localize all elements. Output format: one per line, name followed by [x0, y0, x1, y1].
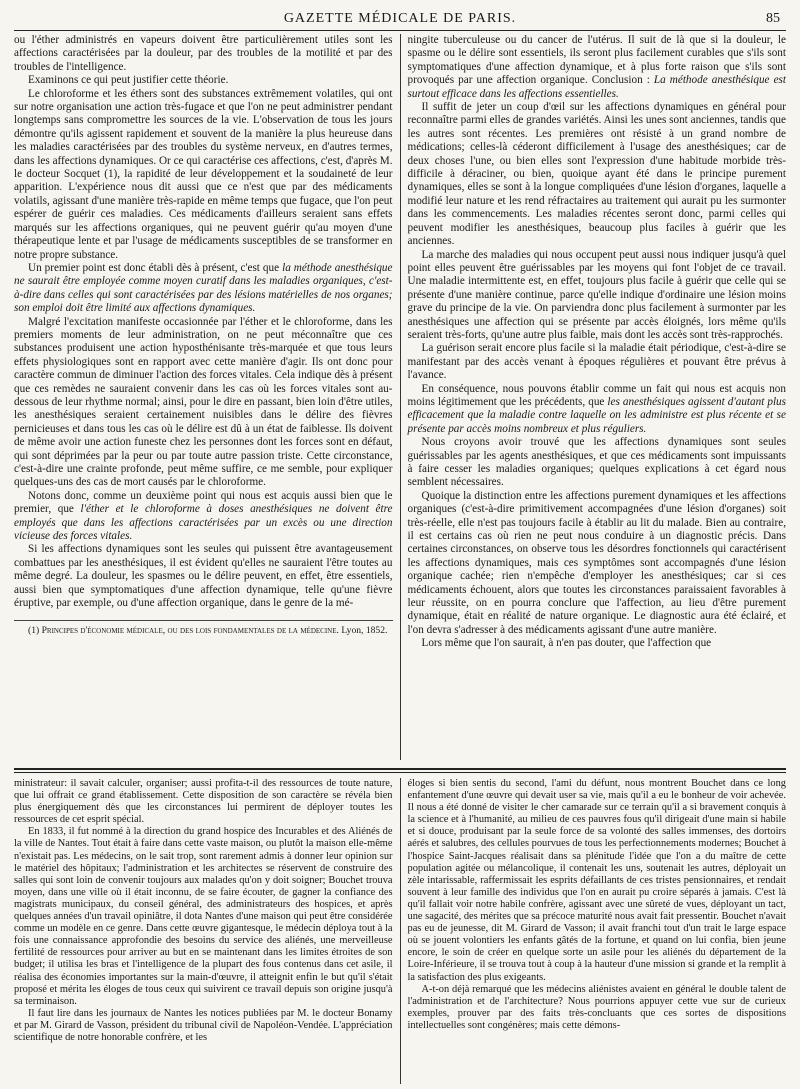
paragraph: Quoique la distinction entre les affections purement dynamiques et les affections organiques (c'est-à-dire primitivement accompagnées d'une lésion d'organes) soit très-réelle, elle n'est pas toujours facile à établir au lit du malade. Bien au contraire, il est certains cas où rien ne peut nous conduire à un diagnostic précis. Dans certaines circonstances, on observe tous les désordres fonctionnels qui caractérisent les affections dynamiques, mais ces symptômes sont accompagnés d'une lésion organique cachée; rien n'empêche d'employer les anesthésiques; car si ces médicaments échouent, alors que toutes les circonstances paraissaient favorables à leur réussite, on en pourra conclure que l'affection, au lieu d'être purement dynamique, était en réalité de nature organique. Le diagnostic aura été éclairé, et l'on devra s'adresser à des médicaments agissant d'une autre manière. — [407, 489, 786, 636]
left-column — [14, 34, 401, 760]
italic-thesis: la méthode anesthésique ne saurait être employée comme moyen curatif dans les maladies organiques, c'est-à-dire dans celles qui sont caractérisées par des lésions matérielles de nos organes; son emploi doit être limité aux affections dynamiques. — [14, 261, 393, 315]
paragraph: Examinons ce qui peut justifier cette théorie. — [28, 74, 229, 87]
lower-right-column — [401, 778, 787, 1084]
page-header — [14, 8, 786, 31]
section-divider — [14, 768, 786, 773]
italic-thesis: l'éther et le chloroforme à doses anesthésiques ne doivent être employés que dans les affections caractérisées par un excès ou une direction vicieuse des forces vitales. — [14, 503, 393, 543]
paragraph: ministrateur: il savait calculer, organiser; aussi profita-t-il des ressources de toute nature, que lui offrait ce grand établissement. Cette disposition de son caractère se révéla bien plus énergiquement dès que les circonstances lui permirent de déployer toutes les ressources de cet esprit spécial. — [14, 778, 393, 826]
paragraph: Il suffit de jeter un coup d'œil sur les affections dynamiques en général pour reconnaître parmi elles de grandes variétés. Ainsi les unes sont anciennes, tandis que les autres sont récentes. Les premières ont résisté à un grand nombre de médications; celles-là céderont difficilement à l'usage des anesthésiques; car de deux choses l'une, ou bien elles sont l'expression d'une habitude morbide très-difficile à déraciner, ou bien, quoique ayant été dans le principe purement dynamiques, elles se sont à la longue compliquées d'une lésion d'organes, laquelle a modifié leur nature et les rend réfractaires au traitement qui aurait pu les surmonter dans les commencements. Les maladies récentes seront donc, parmi celles qui peuvent modifier les anesthésiques, beaucoup plus faciles à guérir que les anciennes. — [407, 101, 786, 248]
article-upper — [14, 34, 786, 760]
paragraph: En 1833, il fut nommé à la direction du grand hospice des Incurables et des Aliénés de la ville de Nantes. Tout était à faire dans cette vaste maison, ou plutôt la maison elle-même n'existait pas. Les médecins, on le sait trop, sont rarement admis à donner leur opinion sur le matériel des hôpitaux; l'administration et les architectes se réservent de construire des salles qui sont loin de convenir toujours aux malades qu'on y doit soigner; Bouchet trouva moyen, dans une ville où il était inconnu, de se faire écouter, de gagner la confiance des magistrats municipaux, du conseil général, des administrateurs des hospices, et après quelques années d'un travail opiniâtre, il dota Nantes d'une maison qui peut être considérée comme un modèle en ce genre. Dans cette œuvre gigantesque, le médecin déploya tout à la fois une connaissance approfondie des besoins du service des aliénés, une merveilleuse fertilité de ressources pour arriver au but en se maintenant dans les limites étroites de son budget; il utilisa les bras et l'intelligence de la plupart des fous contenus dans cet asile, il réalisa des économies importantes sur la main-d'œuvre, il atteignit enfin le but qu'il s'était proposé et mérita les éloges de tous ceux qui suivirent ce travail depuis son origine jusqu'à sa terminaison. — [14, 826, 393, 1007]
footnote-title: (1) Principes d'économie médicale, ou des lois fondamentales de la médecine. — [28, 625, 339, 637]
paragraph — [408, 383, 787, 437]
paragraph: Lors même que l'on saurait, à n'en pas douter, que l'affection que — [421, 637, 712, 650]
lower-left-column — [14, 778, 401, 1084]
paragraph — [408, 34, 787, 101]
paragraph: Nous croyons avoir trouvé que les affections dynamiques sont seules guérissables par les agents anesthésiques, et que ces médicaments sont impuissants à faire cesser les maladies organiques; quelques explications à cet égard nous semblent nécessaires. — [407, 436, 786, 489]
paragraph: Si les affections dynamiques sont les seules qui puissent être avantageusement combattues par les anesthésiques, il est évident qu'elles ne sauraient l'être toutes au même degré. La douleur, les spasmes ou le délire peuvent, en effet, être essentiels, aussi bien que symptomatiques d'une affection dynamique, telle qu'une fièvre éruptive, par exemple, ou d'une affection organique, dans le genre de la mé- — [14, 543, 393, 610]
paragraph — [14, 262, 393, 316]
paragraph — [14, 490, 393, 544]
paragraph: Malgré l'excitation manifeste occasionnée par l'éther et le chloroforme, dans les premiers moments de leur administration, on ne peut méconnaître que ces substances produisent une action hyposthénisante très-marquée et que tous leurs effets physiologiques sont en rapport avec cette manière d'agir. Ils ont donc pour caractère commun de diminuer l'action des forces vitales. Cela indique dès à présent que ces remèdes ne sauraient convenir dans les cas où les forces vitales sont au-dessous de leur rhythme normal; ainsi, pour le dire en passant, bien loin d'être utiles, les anesthésiques seraient certainement nuisibles dans le délire des fièvres pernicieuses et dans tous les cas où le délire est dû à un état de faiblesse. Ils doivent de même avoir une action funeste chez les personnes dont les forces sont en défaut, qui sont déprimées par la peur ou par toute autre passion triste. Cette circonstance, c'est-à-dire une crainte profonde, peut même suffire, ce me semble, pour expliquer quelques-uns des cas de mort causés par le chloroforme. — [14, 315, 393, 489]
text-span: Notons donc, comme un deuxième point qui nous est acquis aussi bien que le premier, que — [14, 489, 393, 516]
footnote — [14, 620, 393, 637]
italic-thesis: les anesthésiques agissent d'autant plus efficacement que la maladie contre laquelle on les administre est plus récente et se présente par accès moins nombreux et plus réguliers. — [407, 395, 786, 435]
italic-conclusion: La méthode anesthésique est surtout efficace dans les affections essentielles. — [407, 74, 786, 100]
text-span: ningite tuberculeuse ou du cancer de l'utérus. Il suit de là que si la douleur, le spasme ou le délire sont essentiels, ils seront plus facilement curables que s'ils sont symptomatiques d'une affection dynamique, et à plus forte raison que s'ils sont provoqués par une affection organique. Conclusion : — [407, 34, 786, 87]
text-span: En conséquence, nous pouvons établir comme un fait qui nous est acquis non moins légitimement que les précédents, que — [407, 382, 786, 408]
paragraph: Le chloroforme et les éthers sont des substances extrêmement volatiles, qui ont sur notre organisation une action très-fugace et que l'on ne peut administrer pendant longtemps sans compromettre les sources de la vie. L'observation de tous les jours démontre qu'ils agissent rapidement et souvent de la manière la plus heureuse dans les maladies caractérisées par des troubles du système nerveux, en d'autres termes, dans les affections dynamiques. Or ce qui caractérise ces affections, c'est, d'après M. le docteur Socquet (1), la rapidité de leur développement et la soudaineté de leur apparition. L'expérience nous dit aussi que ce n'est que par des médicaments volatils, agissant d'une manière très-rapide en même temps que fugace, que l'on peut espérer de guérir ces maladies. Ces médicaments d'ailleurs seraient sans effets marqués sur les affections organiques, qui ne peuvent guérir qu'au moyen d'une thérapeutique lente et par l'usage de médicaments susceptibles de se transformer en notre propre substance. — [14, 87, 393, 261]
paragraph: A-t-on déjà remarqué que les médecins aliénistes avaient en général le double talent de l'administration et de l'architecture? Nous pourrions appuyer cette vue sur de curieux exemples, prouver par des faits très-concluants que ces sortes de dispositions intellectuelles sont congénères; mais cette démons- — [407, 983, 786, 1031]
text-span: Un premier point est donc établi dès à présent, c'est que — [28, 261, 280, 274]
paragraph: éloges si bien sentis du second, l'ami du défunt, nous montrent Bouchet dans ce long enfantement d'une œuvre qui devait user sa vie, mais qu'il a eu le bonheur de voir achevée. Il nous a été donné de visiter le cher camarade sur ce terrain qu'il a si bravement conquis à la science et à l'humanité, au milieu de ces pauvres fous qu'il dirigeait d'une main si habile et si douce, produisant par la seule force de sa volonté des salles immenses, des dortoirs aérés et salubres, des cellules pourvues de tous les perfectionnements modernes; Bouchet à l'hospice Saint-Jacques réalisait dans sa plénitude l'idée que l'on a du maître de cette population agitée ou mélancolique, il contenait les uns, soutenait les autres, déployait un zèle intarissable, raffermissait les esprits défaillants de ces tristes pensionnaires, et rendait souvent à leur famille des individus que l'on en aurait pu croire séparés à jamais. C'est là qu'il fallait voir notre habile confrère, agissant avec une sûreté de vues, déployant un tact, une sagacité, des mérites que sa précoce maturité nous avait fait pressentir. Bouchet n'avait pas eu de jeunesse, dit M. Girard de Vasson; il avait franchi tout d'un trait le large espace où se jouent volontiers les enfants gâtés de la fortune, et quand on lui confia, bien jeune encore, le soin de créer en quelque sorte un asile pour les aliénés du département de la Loire-Inférieure, il se trouva tout à coup à la hauteur d'une mission si grande et la remplit à la satisfaction des plus exigeants. — [407, 778, 786, 983]
paragraph: ou l'éther administrés en vapeurs doivent être particulièrement utiles sont les affections caractérisées par la douleur, par des troubles de la motilité et par des troubles de l'intelligence. — [14, 34, 393, 73]
paragraph: Il faut lire dans les journaux de Nantes les notices publiées par M. le docteur Bonamy et par M. Girard de Vasson, président du tribunal civil de Napoléon-Vendée. L'appréciation scientifique de notre honorable confrère, et les — [14, 1007, 393, 1043]
right-column — [401, 34, 787, 760]
page-number: 85 — [766, 11, 780, 26]
journal-title: GAZETTE MÉDICALE DE PARIS. — [283, 11, 517, 26]
paragraph: La marche des maladies qui nous occupent peut aussi nous indiquer jusqu'à quel point elles peuvent être guérissables par les moyens qui font l'objet de ce travail. Une maladie intermittente est, en effet, toujours plus facile à guérir que celle qui se présente d'une manière continue, parce qu'elle indique d'ordinaire une lésion moins grave du principe de la vie. On parviendra donc plus facilement à surmonter par les anesthésiques une affection qui se présente par accès éloignés, lors même qu'ils seraient très-forts, qu'une autre plus faible, mais dont les accès sont très-rapprochés. — [407, 248, 786, 341]
footnote-place: Lyon, 1852. — [341, 625, 388, 637]
paragraph: La guérison serait encore plus facile si la maladie était périodique, c'est-à-dire se manifestant par des accès venant à époques régulières et pouvant être prévus à l'avance. — [407, 342, 786, 382]
feuilleton — [14, 778, 786, 1084]
